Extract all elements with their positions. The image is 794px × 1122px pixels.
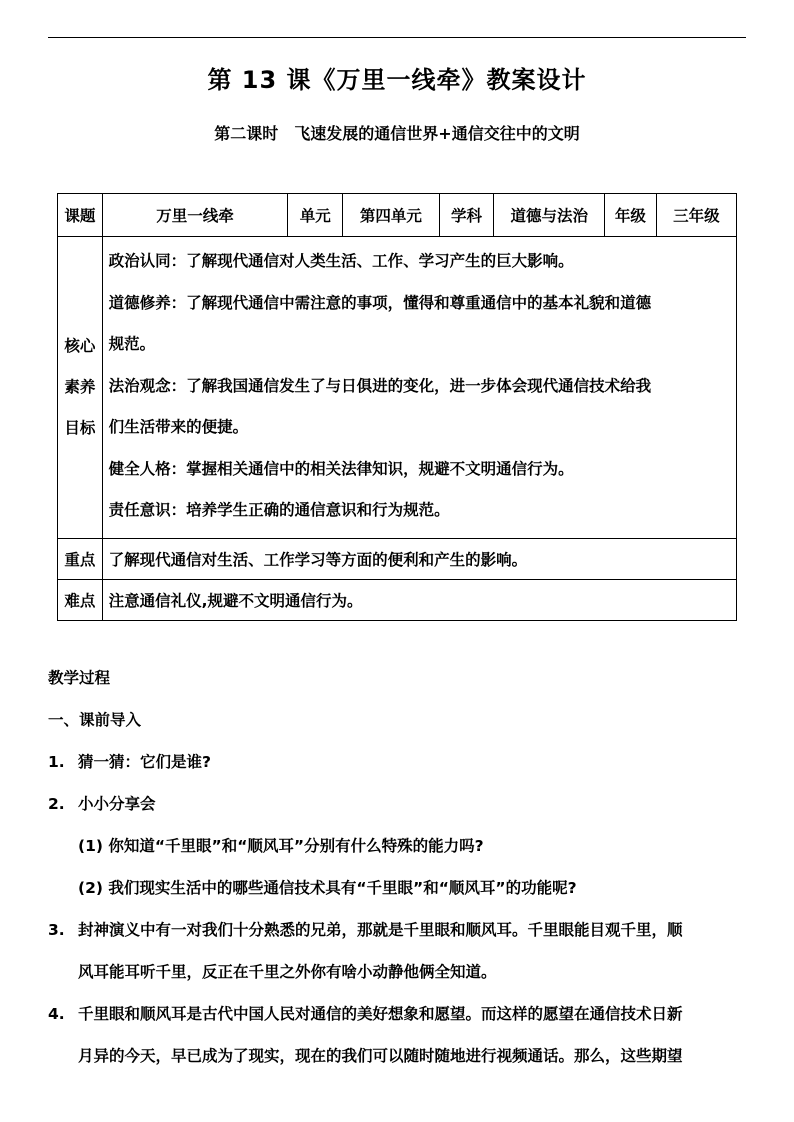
objective-personality: 健全人格：掌握相关通信中的相关法律知识，规避不文明通信行为。 (108, 459, 574, 478)
list-item-2 (48, 792, 156, 814)
objectives-content (102, 237, 736, 539)
list-item-text: 千里眼和顺风耳是古代中国人民对通信的美好想象和愿望。而这样的愿望在通信技术日新 (78, 1005, 683, 1023)
list-item-3 (48, 918, 683, 940)
process-heading: 教学过程 (48, 669, 111, 687)
difficulty-label: 难点 (58, 579, 103, 620)
table-header-row (58, 194, 737, 237)
sub-question-2: (2) 我们现实生活中的哪些通信技术具有“千里眼”和“顺风耳”的功能呢? (78, 879, 577, 897)
cell-grade-label: 年级 (605, 194, 657, 237)
cell-subject-label: 学科 (439, 194, 494, 237)
cell-grade-value: 三年级 (656, 194, 736, 237)
cell-unit-label: 单元 (288, 194, 343, 237)
key-point-row (58, 538, 737, 579)
list-item-text: 封神演义中有一对我们十分熟悉的兄弟，那就是千里眼和顺风耳。千里眼能目观千里，顺 (78, 921, 683, 939)
difficulty-row (58, 579, 737, 620)
key-point-label: 重点 (58, 538, 103, 579)
objective-moral-cont: 规范。 (108, 335, 156, 353)
list-item-text: 猜一猜：它们是谁? (78, 753, 211, 771)
objectives-label-line: 核心 (64, 336, 96, 355)
list-item-4 (48, 1002, 683, 1024)
list-item-1 (48, 750, 211, 772)
list-item-number: 1. (48, 753, 65, 771)
objectives-label (58, 237, 103, 539)
header-rule (48, 37, 746, 38)
objectives-label-line: 目标 (64, 418, 96, 437)
lesson-info-table (57, 193, 737, 621)
cell-subject-value: 道德与法治 (494, 194, 605, 237)
difficulty-text: 注意通信礼仪,规避不文明通信行为。 (102, 579, 736, 620)
key-point-text: 了解现代通信对生活、工作学习等方面的便利和产生的影响。 (102, 538, 736, 579)
document-title: 第 13 课《万里一线牵》教案设计 (207, 66, 587, 94)
objective-law-cont: 们生活带来的便捷。 (108, 418, 249, 436)
objective-political: 政治认同：了解现代通信对人类生活、工作、学习产生的巨大影响。 (108, 252, 574, 270)
list-item-number: 3. (48, 921, 65, 939)
list-item-3-cont: 风耳能耳听千里，反正在千里之外你有啥小动静他俩全知道。 (78, 963, 497, 981)
cell-topic-label: 课题 (58, 194, 103, 237)
objective-law: 法治观念：了解我国通信发生了与日俱进的变化，进一步体会现代通信技术给我 (108, 376, 652, 395)
list-item-number: 2. (48, 795, 65, 813)
objective-moral: 道德修养：了解现代通信中需注意的事项，懂得和尊重通信中的基本礼貌和道德 (108, 293, 652, 312)
cell-topic-value: 万里一线牵 (102, 194, 288, 237)
section-intro-heading: 一、课前导入 (48, 711, 142, 729)
document-subtitle: 第二课时 飞速发展的通信世界+通信交往中的文明 (214, 124, 580, 143)
cell-unit-value: 第四单元 (343, 194, 439, 237)
list-item-4-cont: 月异的今天，早已成为了现实，现在的我们可以随时随地进行视频通话。那么，这些期望 (78, 1047, 683, 1065)
list-item-text: 小小分享会 (78, 795, 156, 813)
sub-question-1: (1) 你知道“千里眼”和“顺风耳”分别有什么特殊的能力吗? (78, 837, 484, 855)
objective-responsibility: 责任意识：培养学生正确的通信意识和行为规范。 (108, 501, 450, 519)
objectives-row (58, 237, 737, 539)
list-item-number: 4. (48, 1005, 65, 1023)
objectives-label-line: 素养 (64, 377, 96, 396)
